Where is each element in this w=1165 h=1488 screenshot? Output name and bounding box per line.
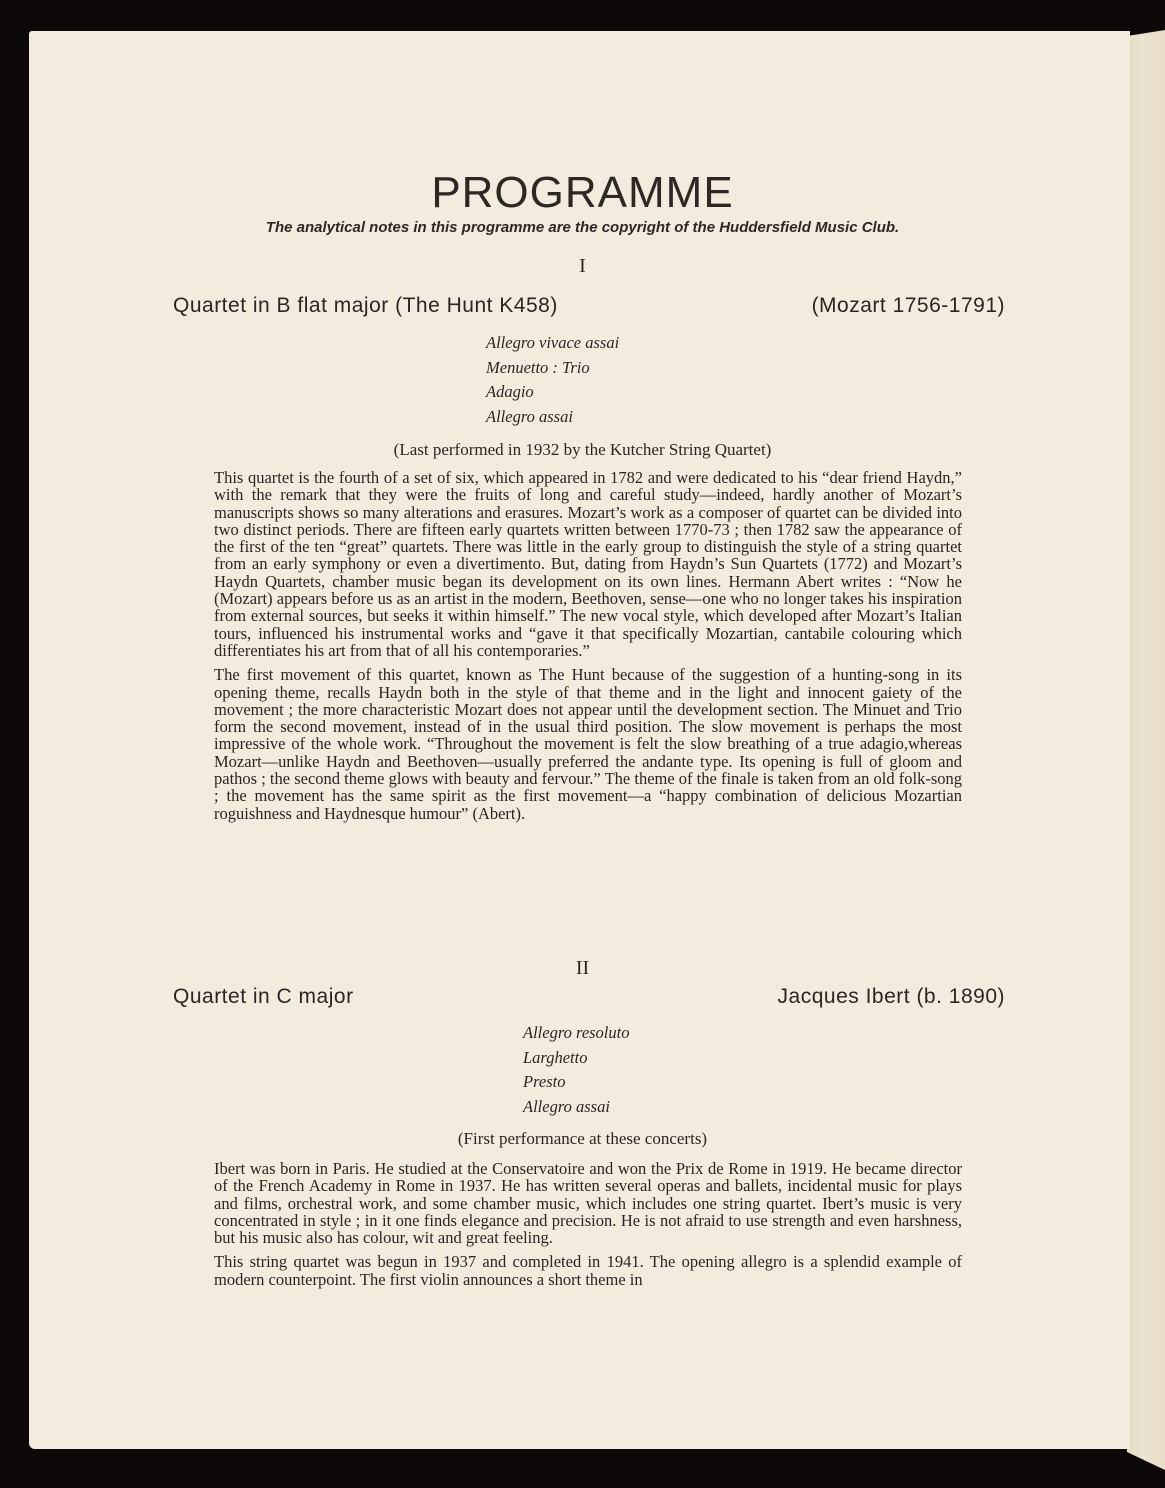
analysis-text: [214, 1160, 962, 1295]
work-title: Quartet in C major: [173, 985, 354, 1008]
section-numeral: II: [575, 957, 590, 979]
movement-list: [523, 1021, 629, 1119]
section-numeral: I: [579, 255, 586, 277]
movement-item: Allegro resoluto: [523, 1023, 630, 1042]
performance-note: (First performance at these concerts): [457, 1129, 708, 1148]
performance-note: (Last performed in 1932 by the Kutcher String Quartet): [393, 440, 772, 459]
paragraph: The first movement of this quartet, known as The Hunt because of the suggestion of a hunting-song in its opening theme, recalls Haydn both in the style of that theme and in the light and innocent gaiety of the movement ; the more characteristic Mozart does not appear until the development section. The Minuet and Trio form the second movement, instead of in the usual third position. The slow movement is perhaps the most impressive of the whole work. “Throughout the movement is felt the slow breathing of a true adagio,whereas Mozart—unlike Haydn and Beethoven—usually preferred the andante type. Its opening is full of gloom and pathos ; the second theme glows with beauty and fervour.” The theme of the finale is taken from an old folk-song ; the movement has the same spirit as the first movement—a “happy combination of delicious Mozartian roguishness and Haydnesque humour” (Abert).: [214, 665, 962, 823]
page-title: PROGRAMME: [431, 168, 734, 217]
movement-item: Larghetto: [523, 1047, 588, 1067]
paragraph: This string quartet was begun in 1937 and completed in 1941. The opening allegro is a splendid example of modern counterpoint. The first violin announces a short theme in: [214, 1252, 962, 1289]
composer: (Mozart 1756-1791): [811, 294, 1005, 317]
movement-item: Menuetto : Trio: [486, 357, 590, 377]
movement-list: [486, 331, 619, 429]
movement-item: Allegro assai: [486, 406, 573, 426]
movement-item: Presto: [523, 1072, 566, 1091]
paragraph: This quartet is the fourth of a set of six, which appeared in 1782 and were dedicated to his “dear friend Haydn,” with the remark that they were the fruits of long and careful study—indeed, hardly another of Mozart’s manuscripts shows so many alterations and erasures. Mozart’s work as a composer of quartet can be divided into two distinct periods. There are fifteen early quartets written between 1770-73 ; then 1782 saw the appearance of the first of the ten “great” quartets. There was little in the early group to distinguish the style of a string quartet from an early symphony or even a divertimento. But, dating from Haydn’s Sun Quartets (1772) and Mozart’s Haydn Quartets, chamber music began its development on its own lines. Hermann Abert writes : “Now he (Mozart) appears before us as an artist in the modern, Beethoven, sense—one who no longer takes his inspiration from external sources, but seeks it within himself.” The new vocal style, which developed after Mozart’s Italian tours, influenced his instrumental works and “gave it that specifically Mozartian, cantabile colouring which differentiates his art from that of all his contemporaries.”: [214, 468, 962, 660]
analysis-text: [214, 469, 962, 829]
copyright-note: The analytical notes in this programme are the copyright of the Huddersfield Music Club.: [265, 219, 900, 236]
composer: Jacques Ibert (b. 1890): [777, 985, 1005, 1008]
movement-item: Allegro assai: [523, 1096, 610, 1116]
work-title: Quartet in B flat major (The Hunt K458): [173, 294, 558, 317]
movement-item: Allegro vivace assai: [486, 333, 620, 352]
paragraph: Ibert was born in Paris. He studied at the Conservatoire and won the Prix de Rome in 1919. He became director of the French Academy in Rome in 1937. He has written several operas and ballets, incidental music for plays and films, orchestral work, and some chamber music, which includes one string quartet. Ibert’s music is very concentrated in style ; in it one finds elegance and precision. He is not afraid to use strength and even harshness, but his music also has colour, wit and great feeling.: [214, 1159, 962, 1248]
adjacent-page-edge: [1127, 30, 1165, 1470]
movement-item: Adagio: [486, 382, 534, 401]
